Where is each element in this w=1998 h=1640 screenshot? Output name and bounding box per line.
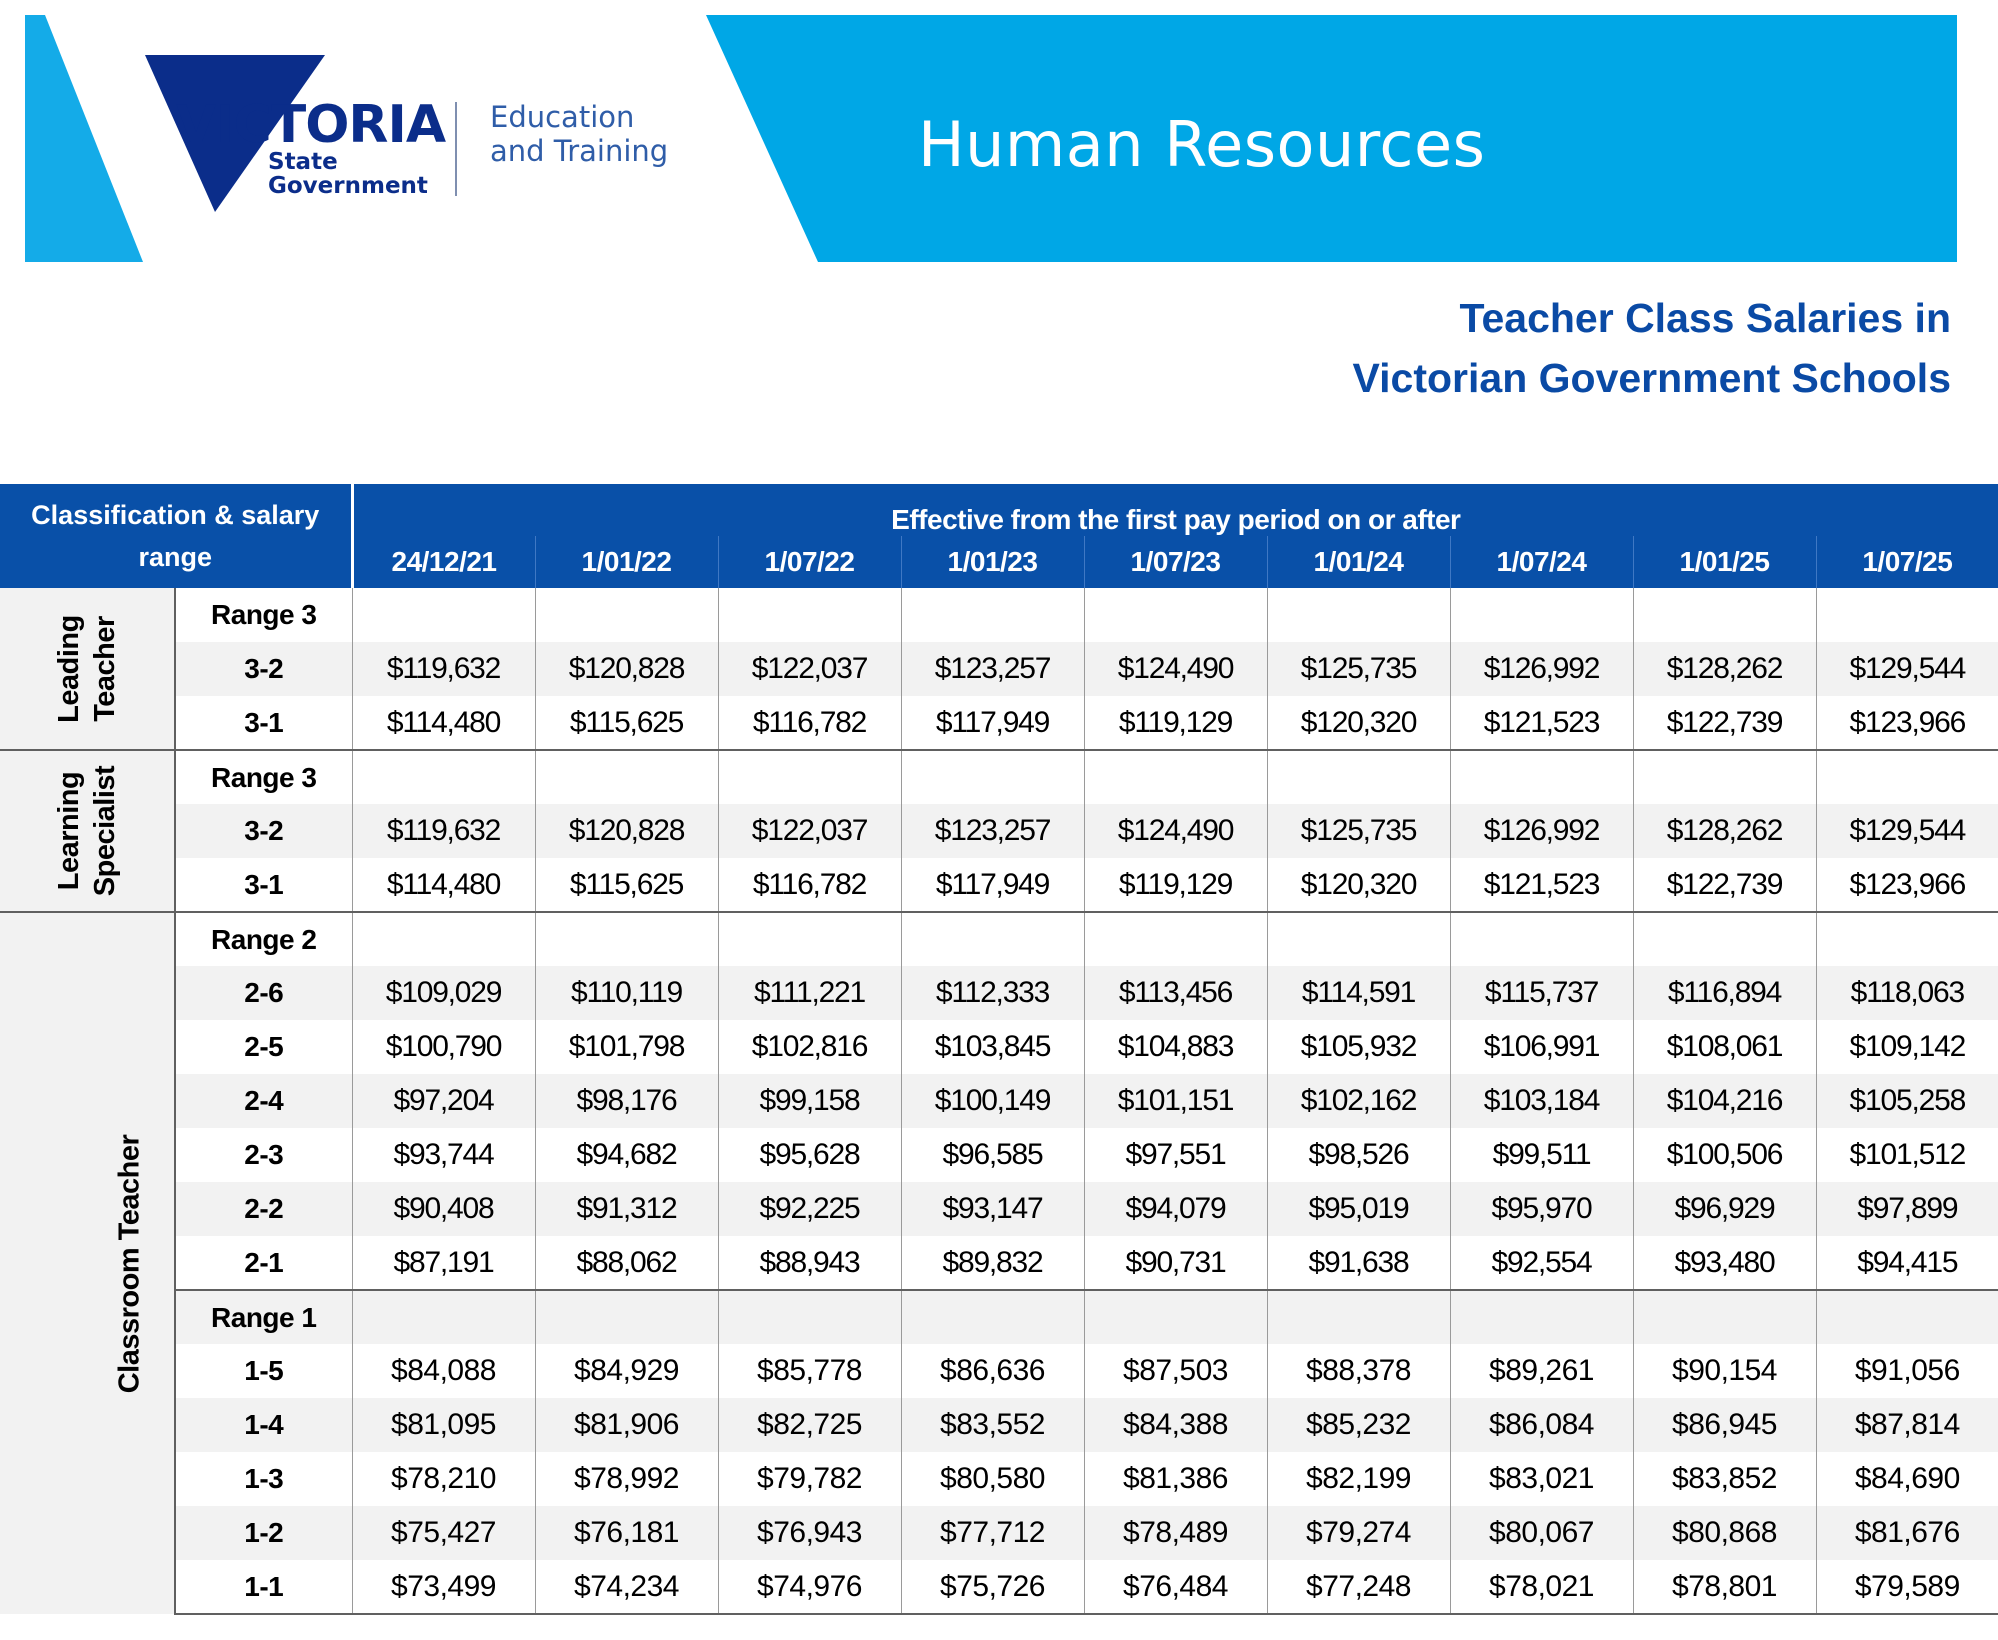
salary-cell xyxy=(1450,912,1633,966)
logo-subtitle-line1: State xyxy=(268,149,338,175)
salary-cell: $109,029 xyxy=(352,966,535,1020)
salary-cell: $93,480 xyxy=(1633,1236,1816,1290)
salary-cell: $102,816 xyxy=(718,1020,901,1074)
step-label: 2-1 xyxy=(175,1236,352,1290)
salary-cell: $94,682 xyxy=(535,1128,718,1182)
range-header-row xyxy=(0,588,1998,642)
group-label-line1: Leading xyxy=(52,614,85,723)
salary-cell: $98,176 xyxy=(535,1074,718,1128)
salary-cell: $73,499 xyxy=(352,1560,535,1614)
salary-cell: $78,992 xyxy=(535,1452,718,1506)
group-label xyxy=(0,912,175,1614)
salary-cell: $87,191 xyxy=(352,1236,535,1290)
salary-cell xyxy=(1450,750,1633,804)
step-label: 1-1 xyxy=(175,1560,352,1614)
salary-cell: $115,625 xyxy=(535,696,718,750)
step-label: 3-1 xyxy=(175,858,352,912)
salary-cell: $76,943 xyxy=(718,1506,901,1560)
salary-cell xyxy=(1267,750,1450,804)
salary-cell: $93,744 xyxy=(352,1128,535,1182)
salary-cell: $129,544 xyxy=(1816,642,1998,696)
salary-cell: $86,636 xyxy=(901,1344,1084,1398)
range-header-row xyxy=(0,1290,1998,1344)
salary-cell: $84,690 xyxy=(1816,1452,1998,1506)
group-label-text xyxy=(51,615,123,723)
salary-cell: $85,778 xyxy=(718,1344,901,1398)
salary-cell: $87,814 xyxy=(1816,1398,1998,1452)
salary-cell: $79,589 xyxy=(1816,1560,1998,1614)
step-label: 3-1 xyxy=(175,696,352,750)
salary-cell xyxy=(352,912,535,966)
salary-cell: $86,945 xyxy=(1633,1398,1816,1452)
group-label-text xyxy=(51,766,123,896)
range-header-row xyxy=(0,912,1998,966)
salary-cell: $74,976 xyxy=(718,1560,901,1614)
salary-cell: $109,142 xyxy=(1816,1020,1998,1074)
date-header: 1/01/25 xyxy=(1633,536,1816,588)
salary-cell: $87,503 xyxy=(1084,1344,1267,1398)
salary-cell: $88,378 xyxy=(1267,1344,1450,1398)
step-label: 2-2 xyxy=(175,1182,352,1236)
salary-cell: $89,261 xyxy=(1450,1344,1633,1398)
salary-cell xyxy=(1267,1290,1450,1344)
salary-cell: $97,899 xyxy=(1816,1182,1998,1236)
salary-cell: $97,551 xyxy=(1084,1128,1267,1182)
salary-cell: $126,992 xyxy=(1450,642,1633,696)
salary-cell: $90,731 xyxy=(1084,1236,1267,1290)
salary-cell: $123,966 xyxy=(1816,696,1998,750)
table-row xyxy=(0,966,1998,1020)
table-row xyxy=(0,1020,1998,1074)
range-label: Range 3 xyxy=(175,750,352,804)
salary-cell: $128,262 xyxy=(1633,804,1816,858)
header-effective: Effective from the first pay period on or after xyxy=(352,484,1998,536)
salary-cell: $120,320 xyxy=(1267,858,1450,912)
salary-cell: $99,158 xyxy=(718,1074,901,1128)
salary-cell: $106,991 xyxy=(1450,1020,1633,1074)
salary-cell: $95,628 xyxy=(718,1128,901,1182)
salary-cell: $81,676 xyxy=(1816,1506,1998,1560)
salary-cell xyxy=(718,750,901,804)
salary-cell: $108,061 xyxy=(1633,1020,1816,1074)
salary-cell xyxy=(1633,588,1816,642)
salary-cell xyxy=(535,1290,718,1344)
table-row xyxy=(0,1182,1998,1236)
group-label-text xyxy=(111,1134,147,1393)
step-label: 1-2 xyxy=(175,1506,352,1560)
salary-cell: $126,992 xyxy=(1450,804,1633,858)
salary-cell: $125,735 xyxy=(1267,804,1450,858)
salary-cell: $119,129 xyxy=(1084,696,1267,750)
salary-cell: $103,184 xyxy=(1450,1074,1633,1128)
salary-cell: $91,638 xyxy=(1267,1236,1450,1290)
salary-cell: $117,949 xyxy=(901,858,1084,912)
salary-cell: $83,552 xyxy=(901,1398,1084,1452)
salary-cell: $100,149 xyxy=(901,1074,1084,1128)
salary-cell: $124,490 xyxy=(1084,804,1267,858)
salary-cell xyxy=(718,1290,901,1344)
salary-cell: $88,943 xyxy=(718,1236,901,1290)
salary-cell: $119,632 xyxy=(352,804,535,858)
salary-cell xyxy=(901,1290,1084,1344)
date-header: 1/07/25 xyxy=(1816,536,1998,588)
salary-cell: $98,526 xyxy=(1267,1128,1450,1182)
salary-cell: $82,725 xyxy=(718,1398,901,1452)
salary-cell: $89,832 xyxy=(901,1236,1084,1290)
salary-cell: $96,929 xyxy=(1633,1182,1816,1236)
logo-subtitle-line2: Government xyxy=(268,173,428,199)
salary-cell xyxy=(901,912,1084,966)
step-label: 2-3 xyxy=(175,1128,352,1182)
salary-cell: $83,852 xyxy=(1633,1452,1816,1506)
table-row xyxy=(0,1560,1998,1614)
group-label-line2: Teacher xyxy=(88,615,121,722)
salary-cell: $115,737 xyxy=(1450,966,1633,1020)
date-header: 24/12/21 xyxy=(352,536,535,588)
date-header: 1/01/24 xyxy=(1267,536,1450,588)
table-row xyxy=(0,1398,1998,1452)
salary-cell: $115,625 xyxy=(535,858,718,912)
salary-cell: $85,232 xyxy=(1267,1398,1450,1452)
salary-cell: $111,221 xyxy=(718,966,901,1020)
salary-cell: $84,929 xyxy=(535,1344,718,1398)
salary-cell xyxy=(718,588,901,642)
salary-cell: $123,966 xyxy=(1816,858,1998,912)
salary-cell: $116,894 xyxy=(1633,966,1816,1020)
salary-cell: $122,739 xyxy=(1633,858,1816,912)
range-label: Range 3 xyxy=(175,588,352,642)
page-title xyxy=(1353,288,1951,408)
page-title-line1: Teacher Class Salaries in xyxy=(1459,295,1951,341)
salary-cell xyxy=(1084,1290,1267,1344)
group-label-line2: Specialist xyxy=(89,765,121,897)
salary-cell xyxy=(901,588,1084,642)
header-row-top xyxy=(0,484,1998,536)
salary-cell: $121,523 xyxy=(1450,858,1633,912)
date-header: 1/07/22 xyxy=(718,536,901,588)
salary-cell xyxy=(1267,588,1450,642)
salary-cell: $91,312 xyxy=(535,1182,718,1236)
salary-cell: $92,554 xyxy=(1450,1236,1633,1290)
department-line2: and Training xyxy=(490,134,669,168)
logo-divider xyxy=(455,102,457,196)
salary-table xyxy=(0,484,1998,1615)
group-label xyxy=(0,588,175,750)
salary-cell: $77,712 xyxy=(901,1506,1084,1560)
salary-cell: $119,129 xyxy=(1084,858,1267,912)
salary-cell: $86,084 xyxy=(1450,1398,1633,1452)
salary-cell xyxy=(1816,588,1998,642)
table-row xyxy=(0,1074,1998,1128)
table-body xyxy=(0,588,1998,1614)
left-accent-shape xyxy=(25,15,143,262)
salary-cell: $110,119 xyxy=(535,966,718,1020)
salary-cell: $79,274 xyxy=(1267,1506,1450,1560)
salary-cell: $93,147 xyxy=(901,1182,1084,1236)
salary-cell: $116,782 xyxy=(718,858,901,912)
table-row xyxy=(0,1128,1998,1182)
department-line1: Education xyxy=(490,100,635,134)
step-label: 1-4 xyxy=(175,1398,352,1452)
salary-cell: $81,095 xyxy=(352,1398,535,1452)
step-label: 3-2 xyxy=(175,804,352,858)
salary-cell xyxy=(352,1290,535,1344)
salary-cell: $76,484 xyxy=(1084,1560,1267,1614)
salary-cell: $123,257 xyxy=(901,804,1084,858)
salary-cell xyxy=(535,588,718,642)
salary-cell: $90,154 xyxy=(1633,1344,1816,1398)
header-banner xyxy=(0,0,1998,270)
salary-cell: $123,257 xyxy=(901,642,1084,696)
salary-cell: $91,056 xyxy=(1816,1344,1998,1398)
salary-cell: $122,037 xyxy=(718,804,901,858)
salary-cell xyxy=(1633,750,1816,804)
salary-cell: $114,480 xyxy=(352,696,535,750)
salary-cell: $80,067 xyxy=(1450,1506,1633,1560)
salary-cell: $104,883 xyxy=(1084,1020,1267,1074)
range-label: Range 2 xyxy=(175,912,352,966)
group-label-line1: Learning xyxy=(53,771,85,891)
header-classification: Classification & salary range xyxy=(0,484,352,588)
salary-cell: $128,262 xyxy=(1633,642,1816,696)
salary-cell: $119,632 xyxy=(352,642,535,696)
salary-cell: $81,386 xyxy=(1084,1452,1267,1506)
salary-cell: $78,210 xyxy=(352,1452,535,1506)
salary-cell xyxy=(901,750,1084,804)
salary-cell xyxy=(1084,912,1267,966)
salary-cell: $79,782 xyxy=(718,1452,901,1506)
salary-cell xyxy=(535,912,718,966)
salary-cell: $77,248 xyxy=(1267,1560,1450,1614)
salary-cell xyxy=(352,750,535,804)
salary-cell: $78,801 xyxy=(1633,1560,1816,1614)
salary-cell: $105,258 xyxy=(1816,1074,1998,1128)
salary-cell: $82,199 xyxy=(1267,1452,1450,1506)
group-label-line1: Classroom Teacher xyxy=(113,1134,146,1393)
table-row xyxy=(0,1452,1998,1506)
salary-cell: $124,490 xyxy=(1084,642,1267,696)
salary-cell xyxy=(1633,912,1816,966)
salary-cell: $112,333 xyxy=(901,966,1084,1020)
salary-cell: $78,489 xyxy=(1084,1506,1267,1560)
salary-cell xyxy=(718,912,901,966)
table-row xyxy=(0,1236,1998,1290)
salary-cell: $114,591 xyxy=(1267,966,1450,1020)
salary-cell: $75,427 xyxy=(352,1506,535,1560)
step-label: 1-5 xyxy=(175,1344,352,1398)
salary-cell: $94,079 xyxy=(1084,1182,1267,1236)
salary-cell: $90,408 xyxy=(352,1182,535,1236)
salary-cell xyxy=(1816,750,1998,804)
salary-cell: $103,845 xyxy=(901,1020,1084,1074)
salary-cell: $100,506 xyxy=(1633,1128,1816,1182)
step-label: 3-2 xyxy=(175,642,352,696)
salary-cell: $105,932 xyxy=(1267,1020,1450,1074)
salary-cell: $101,798 xyxy=(535,1020,718,1074)
salary-cell: $125,735 xyxy=(1267,642,1450,696)
salary-cell: $101,512 xyxy=(1816,1128,1998,1182)
salary-cell: $92,225 xyxy=(718,1182,901,1236)
table-row xyxy=(0,696,1998,750)
salary-cell: $94,415 xyxy=(1816,1236,1998,1290)
salary-cell xyxy=(352,588,535,642)
range-label: Range 1 xyxy=(175,1290,352,1344)
date-header: 1/01/23 xyxy=(901,536,1084,588)
salary-cell: $95,019 xyxy=(1267,1182,1450,1236)
table-row xyxy=(0,1344,1998,1398)
salary-cell: $80,868 xyxy=(1633,1506,1816,1560)
salary-cell xyxy=(1633,1290,1816,1344)
table-row xyxy=(0,858,1998,912)
salary-cell: $76,181 xyxy=(535,1506,718,1560)
salary-cell: $122,037 xyxy=(718,642,901,696)
salary-cell: $96,585 xyxy=(901,1128,1084,1182)
salary-cell: $80,580 xyxy=(901,1452,1084,1506)
salary-cell: $75,726 xyxy=(901,1560,1084,1614)
salary-cell: $121,523 xyxy=(1450,696,1633,750)
salary-cell xyxy=(1267,912,1450,966)
salary-cell: $88,062 xyxy=(535,1236,718,1290)
salary-cell: $81,906 xyxy=(535,1398,718,1452)
step-label: 2-5 xyxy=(175,1020,352,1074)
salary-cell: $95,970 xyxy=(1450,1182,1633,1236)
table-row xyxy=(0,804,1998,858)
section-title: Human Resources xyxy=(918,108,1486,181)
salary-cell: $116,782 xyxy=(718,696,901,750)
salary-cell: $78,021 xyxy=(1450,1560,1633,1614)
salary-cell: $118,063 xyxy=(1816,966,1998,1020)
salary-cell: $102,162 xyxy=(1267,1074,1450,1128)
salary-cell: $129,544 xyxy=(1816,804,1998,858)
salary-cell: $100,790 xyxy=(352,1020,535,1074)
salary-cell: $122,739 xyxy=(1633,696,1816,750)
salary-cell: $120,828 xyxy=(535,804,718,858)
salary-cell: $74,234 xyxy=(535,1560,718,1614)
salary-cell: $84,388 xyxy=(1084,1398,1267,1452)
date-header: 1/07/24 xyxy=(1450,536,1633,588)
range-header-row xyxy=(0,750,1998,804)
salary-cell: $120,320 xyxy=(1267,696,1450,750)
salary-cell xyxy=(1450,588,1633,642)
group-label xyxy=(0,750,175,912)
table-row xyxy=(0,1506,1998,1560)
step-label: 2-4 xyxy=(175,1074,352,1128)
salary-cell: $99,511 xyxy=(1450,1128,1633,1182)
date-header: 1/01/22 xyxy=(535,536,718,588)
step-label: 1-3 xyxy=(175,1452,352,1506)
salary-cell: $84,088 xyxy=(352,1344,535,1398)
salary-cell: $83,021 xyxy=(1450,1452,1633,1506)
step-label: 2-6 xyxy=(175,966,352,1020)
logo-wordmark: VICTORIA xyxy=(176,95,446,155)
salary-cell: $101,151 xyxy=(1084,1074,1267,1128)
salary-cell xyxy=(1084,588,1267,642)
date-header: 1/07/23 xyxy=(1084,536,1267,588)
salary-cell: $113,456 xyxy=(1084,966,1267,1020)
salary-cell xyxy=(1450,1290,1633,1344)
logo-subtitle xyxy=(268,150,428,198)
salary-cell xyxy=(1816,1290,1998,1344)
department-name xyxy=(490,100,668,168)
salary-cell: $117,949 xyxy=(901,696,1084,750)
page-title-line2: Victorian Government Schools xyxy=(1352,355,1951,401)
salary-cell xyxy=(535,750,718,804)
salary-cell: $104,216 xyxy=(1633,1074,1816,1128)
salary-cell xyxy=(1816,912,1998,966)
table-row xyxy=(0,642,1998,696)
salary-cell: $97,204 xyxy=(352,1074,535,1128)
salary-cell xyxy=(1084,750,1267,804)
salary-cell: $120,828 xyxy=(535,642,718,696)
salary-cell: $114,480 xyxy=(352,858,535,912)
